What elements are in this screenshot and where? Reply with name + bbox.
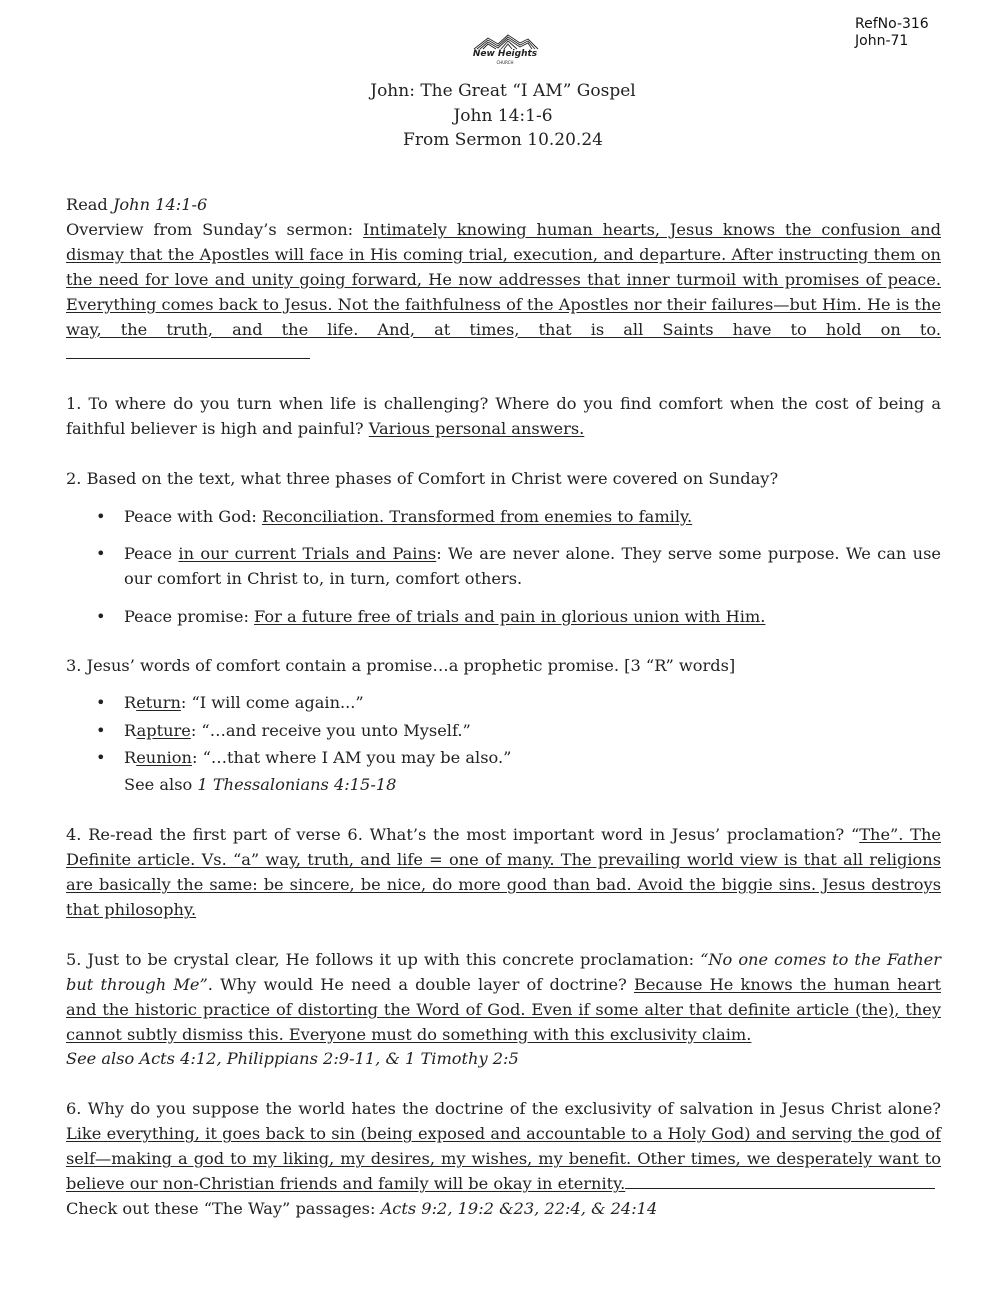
- question-5-text: 5. Just to be crystal clear, He follows it up with this concrete proclamation:: [66, 949, 701, 969]
- comfort-phases-list: [66, 505, 941, 630]
- question-6: [66, 1097, 941, 1197]
- item-label: Peace with God:: [124, 506, 262, 526]
- r-quote: : “…that where I AM you may be also.”: [191, 747, 512, 767]
- question-6-text: 6. Why do you suppose the world hates the doctrine of the exclusivity of salvation in Jesus Christ alone?: [66, 1099, 941, 1119]
- item-answer: in our current Trials and Pains: [178, 544, 437, 564]
- check-out-passages: [66, 1197, 941, 1222]
- list-item: [66, 505, 941, 530]
- church-logo: [468, 34, 542, 66]
- overview-paragraph: [66, 218, 941, 367]
- question-5-see-also: [66, 1047, 941, 1072]
- question-5: [66, 948, 941, 1048]
- list-item: [66, 542, 941, 592]
- answer-fill-line: [66, 357, 310, 359]
- overview-prefix: Overview from Sunday’s sermon:: [66, 219, 364, 239]
- passage-reference: John 14:1-6: [453, 105, 553, 126]
- study-content: [66, 193, 941, 1222]
- r-quote: : “…and receive you unto Myself.”: [190, 720, 471, 740]
- question-4: [66, 823, 941, 923]
- question-2-text: 2. Based on the text, what three phases of Comfort in Christ were covered on Sunday?: [66, 469, 779, 489]
- see-also-prefix: See also: [124, 774, 198, 794]
- question-2: [66, 467, 941, 492]
- read-prefix: Read: [66, 195, 113, 214]
- list-item: [66, 689, 941, 716]
- question-5-text-2: . Why would He need a double layer of doctrine?: [207, 974, 634, 994]
- logo-name: New Heights: [472, 49, 538, 59]
- logo-subtitle: CHURCH: [496, 60, 514, 65]
- see-also-reference: 1 Thessalonians 4:15-18: [197, 774, 397, 794]
- check-out-prefix: Check out these “The Way” passages:: [66, 1198, 381, 1218]
- see-also-references: See also Acts 4:12, Philippians 2:9-11, & 1 Timothy 2:5: [66, 1049, 519, 1069]
- read-reference: John 14:1-6: [112, 195, 208, 214]
- question-5-answer: Because He knows the human heart and the historic practice of distorting the Word of God. Even if some alter that definite article (the), they cannot subtly dismiss this. Everyone must do something with this exclusivity claim.: [66, 974, 941, 1044]
- reference-number: [855, 16, 929, 50]
- r-word: eunion: [136, 747, 192, 767]
- check-out-references: Acts 9:2, 19:2 &23, 22:4, & 24:14: [380, 1198, 658, 1218]
- r-letter: R: [124, 747, 137, 767]
- r-quote: : “I will come again...”: [180, 693, 364, 713]
- sermon-date: From Sermon 10.20.24: [403, 130, 603, 150]
- question-4-answer: The”. The Definite article. Vs. “a” way, truth, and life = one of many. The prevailing world view is that all religions are basically the same: be sincere, be nice, do more good than bad. Avoid the biggie sins. Jesus destroys that philosophy.: [66, 825, 941, 919]
- question-1-text: 1. To where do you turn when life is challenging? Where do you find comfort when the cost of being a faithful believer is high and painful?: [66, 394, 941, 439]
- read-line: [66, 193, 941, 218]
- r-letter: R: [124, 693, 137, 713]
- r-words-list: [66, 689, 941, 798]
- list-item: [66, 605, 941, 630]
- question-6-answer: Like everything, it goes back to sin (being exposed and accountable to a Holy God) and serving the god of self—making a god to my liking, my desires, my wishes, my benefit. Other times, we desperately want to believe our non-Christian friends and family will be okay in eternity.: [66, 1124, 941, 1194]
- list-item: [66, 744, 941, 798]
- r-word: eturn: [136, 693, 181, 713]
- answer-fill-line: [625, 1187, 935, 1189]
- question-4-text: 4. Re-read the first part of verse 6. What’s the most important word in Jesus’ proclamation? “: [66, 825, 860, 845]
- question-3: [66, 654, 941, 679]
- item-answer: For a future free of trials and pain in glorious union with Him.: [254, 606, 766, 626]
- r-letter: R: [124, 720, 137, 740]
- question-1: [66, 392, 941, 442]
- overview-answer: Intimately knowing human hearts, Jesus knows the confusion and dismay that the Apostles will face in His coming trial, execution, and departure. After instructing them on the need for love and unity going forward, He now addresses that inner turmoil with promises of peace. Everything comes back to Jesus. Not the faithfulness of the Apostles nor their failures—but Him. He is the way, the truth, and the life. And, at times, that is all Saints have to hold on to.: [66, 219, 941, 339]
- ref-series: John-71: [855, 33, 909, 49]
- item-label: Peace promise:: [124, 606, 255, 626]
- page-header: [0, 79, 1000, 153]
- question-3-text: 3. Jesus’ words of comfort contain a promise…a prophetic promise. [3 “R” words]: [66, 656, 736, 676]
- question-5-quote: “No one comes to the Father but through Me”: [66, 949, 941, 994]
- ref-number: RefNo-316: [855, 16, 929, 32]
- mountain-logo-icon: [468, 34, 542, 50]
- page-title: John: The Great “I AM” Gospel: [370, 81, 636, 101]
- list-item: [66, 717, 941, 744]
- item-text: : We are never alone. They serve some purpose. We can use our comfort in Christ to, in turn, comfort others.: [124, 544, 941, 589]
- item-label: Peace: [124, 544, 179, 564]
- question-1-answer: Various personal answers.: [368, 419, 585, 439]
- item-answer: Reconciliation. Transformed from enemies to family.: [261, 506, 693, 526]
- r-word: apture: [136, 720, 191, 740]
